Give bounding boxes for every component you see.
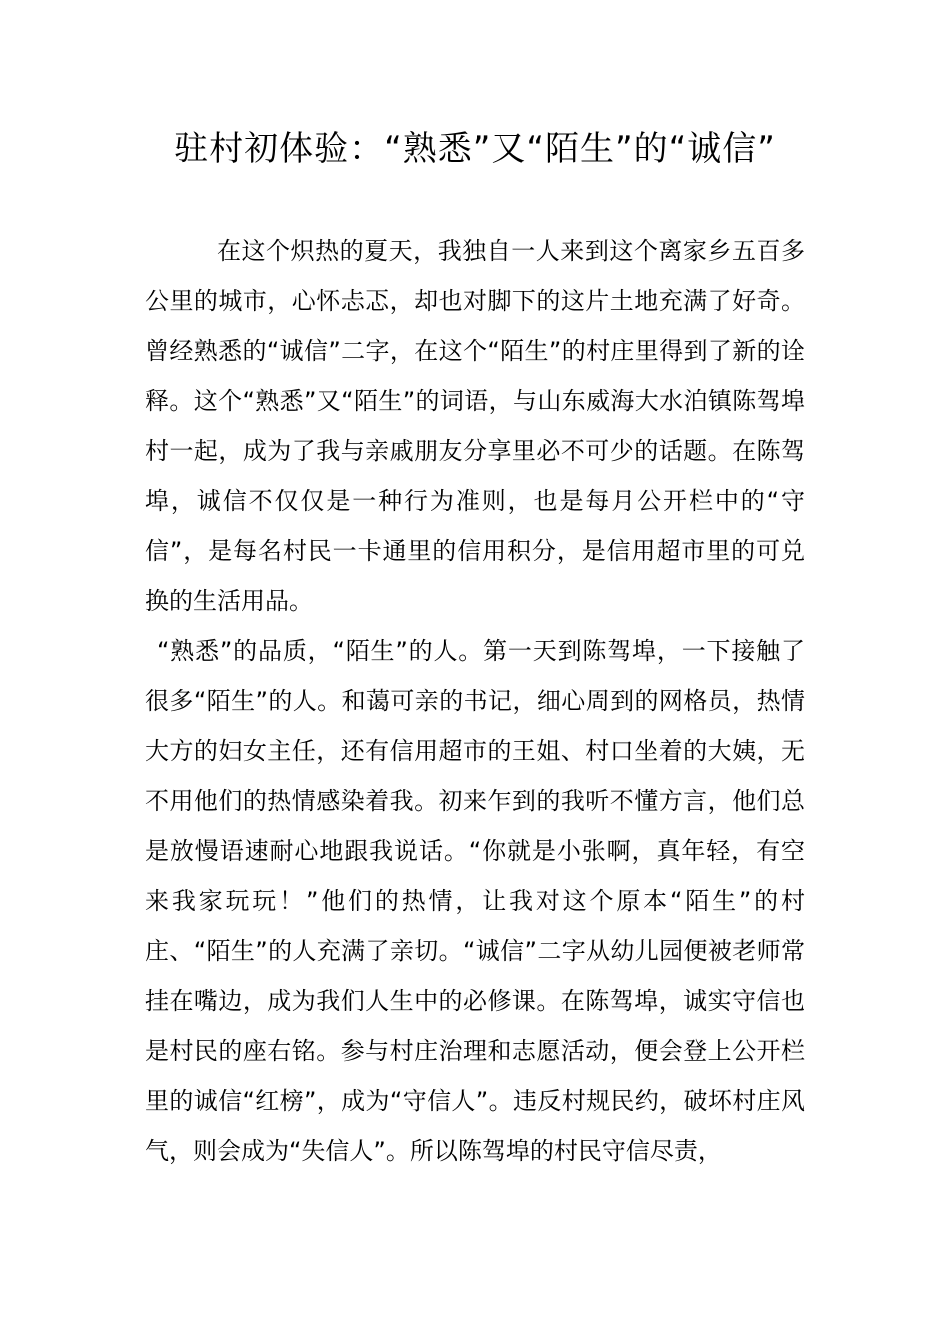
document-body [145, 226, 805, 1176]
paragraph-1: 在这个炽热的夏天，我独自一人来到这个离家乡五百多公里的城市，心怀忐忑，却也对脚下的这片土地充满了好奇。曾经熟悉的“诚信”二字，在这个“陌生”的村庄里得到了新的诠释。这个“熟悉”又“陌生”的词语，与山东威海大水泊镇陈驾埠村一起，成为了我与亲戚朋友分享里必不可少的话题。在陈驾埠，诚信不仅仅是一种行为准则，也是每月公开栏中的“守信”，是每名村民一卡通里的信用积分，是信用超市里的可兑换的生活用品。 [145, 237, 805, 615]
paragraph-2: “熟悉”的品质，“陌生”的人。第一天到陈驾埠，一下接触了很多“陌生”的人。和蔼可亲的书记，细心周到的网格员，热情大方的妇女主任，还有信用超市的王姐、村口坐着的大姨，无不用他们的热情感染着我。初来乍到的我听不懂方言，他们总是放慢语速耐心地跟我说话。“你就是小张啊，真年轻，有空来我家玩玩！”他们的热情，让我对这个原本“陌生”的村庄、“陌生”的人充满了亲切。“诚信”二字从幼儿园便被老师常挂在嘴边，成为我们人生中的必修课。在陈驾埠，诚实守信也是村民的座右铭。参与村庄治理和志愿活动，便会登上公开栏里的诚信“红榜”，成为“守信人”。违反村规民约，破坏村庄风气，则会成为“失信人”。所以陈驾埠的村民守信尽责， [145, 637, 805, 1165]
document-title: 驻村初体验：“熟悉”又“陌生”的“诚信” [174, 129, 776, 169]
